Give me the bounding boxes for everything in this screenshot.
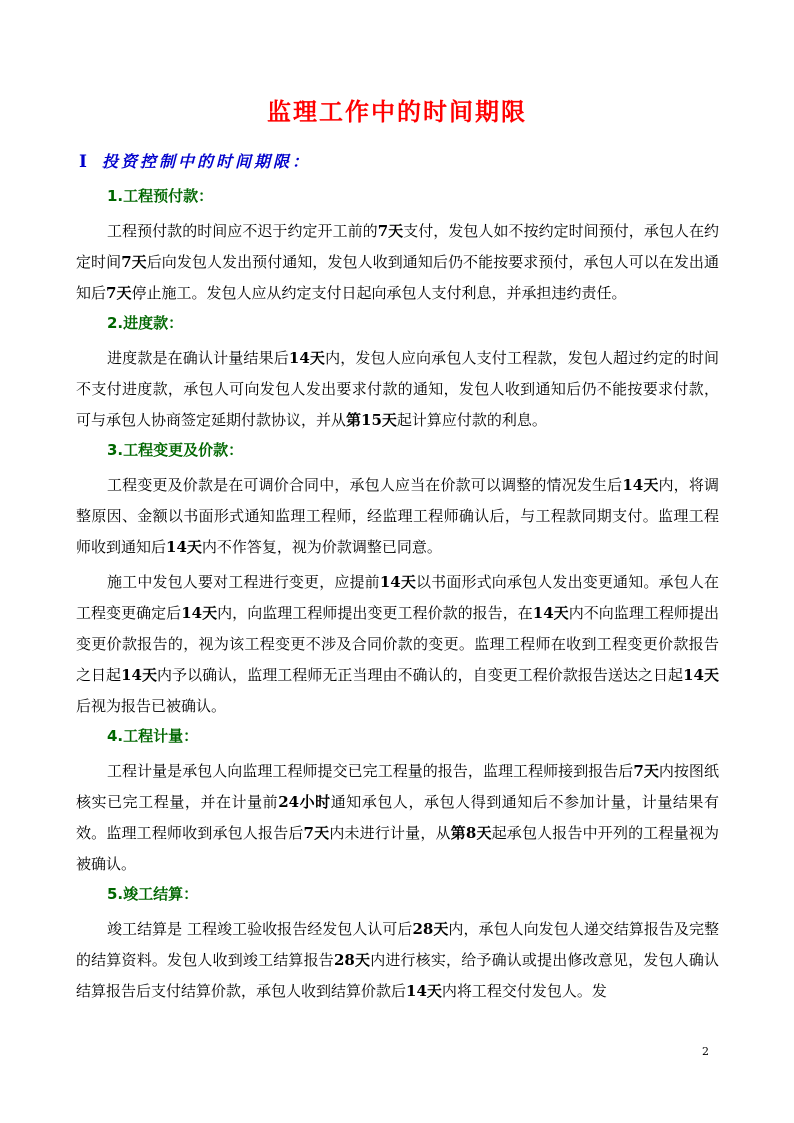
text-run: 后视为报告已被确认。 bbox=[76, 697, 227, 715]
section-number: Ⅰ bbox=[79, 152, 90, 172]
text-run: 内未进行计量，从 bbox=[329, 824, 451, 842]
body-paragraph bbox=[76, 914, 719, 1007]
text-run: 工程变更及价款是在可调价合同中，承包人应当在价款可以调整的情况发生后 bbox=[107, 476, 623, 494]
text-run: 起计算应付款的利息。 bbox=[396, 411, 547, 429]
document-body bbox=[76, 186, 719, 1011]
body-paragraph bbox=[76, 343, 719, 436]
body-paragraph bbox=[76, 470, 719, 563]
text-run: 施工中发包人要对工程进行变更，应提前 bbox=[107, 573, 380, 591]
time-limit-emphasis: 7天 bbox=[633, 762, 659, 780]
text-run: 工程计量是承包人向监理工程师提交已完工程量的报告，监理工程师接到报告后 bbox=[107, 762, 634, 780]
time-limit-emphasis: 14天 bbox=[379, 573, 417, 591]
time-limit-emphasis: 14天 bbox=[622, 476, 659, 494]
text-run: 内，将调整原因、金额以书面形式通知监理工程师，经监理工程师确认后，与工程款同期支付。监理工程师收到通知后 bbox=[76, 476, 719, 556]
text-run: 以书面形式向承包人发出变更通知。承包人在工程变更确定后 bbox=[76, 573, 719, 622]
body-paragraph bbox=[76, 216, 719, 309]
text-run: 内不向监理工程师提出变更价款报告的，视为该工程变更不涉及合同价款的变更。监理工程师在收到工程变更价款报告之日起 bbox=[76, 604, 719, 684]
time-limit-emphasis: 28天 bbox=[333, 951, 371, 969]
subsection-heading: 3.工程变更及价款： bbox=[107, 441, 244, 459]
text-run: 内予以确认，监理工程师无正当理由不确认的，自变更工程价款报告送达之日起 bbox=[157, 666, 684, 684]
text-run: 内，向监理工程师提出变更工程价款的报告，在 bbox=[217, 604, 533, 622]
subsection-heading: 1.工程预付款： bbox=[107, 187, 214, 205]
page-title: 监理工作中的时间期限 bbox=[267, 98, 527, 126]
text-run: 竣工结算是 工程竣工验收报告经发包人认可后 bbox=[107, 920, 413, 938]
text-run: 内，发包人应向承包人支付工程款，发包人超过约定的时间不支付进度款，承包人可向发包人发出要求付款的通知，发包人收到通知后仍不能按要求付款，可与承包人协商签定延期付款协议，并从 bbox=[76, 349, 719, 429]
subsection-heading: 4.工程计量： bbox=[107, 727, 199, 745]
text-run: 内，承包人向发包人递交结算报告及完整的结算资料。发包人收到竣工结算报告 bbox=[76, 920, 719, 969]
time-limit-emphasis: 第8天 bbox=[450, 824, 492, 842]
page-number: 2 bbox=[702, 1045, 709, 1058]
time-limit-emphasis: 24小时 bbox=[278, 793, 331, 811]
time-limit-emphasis: 14天 bbox=[181, 604, 218, 622]
time-limit-emphasis: 14天 bbox=[683, 666, 719, 684]
time-limit-emphasis: 14天 bbox=[288, 349, 326, 367]
section-heading bbox=[79, 149, 311, 172]
time-limit-emphasis: 7天 bbox=[377, 222, 404, 240]
section-label: 投资控制中的时间期限： bbox=[101, 152, 311, 171]
text-run: 进度款是在确认计量结果后 bbox=[107, 349, 289, 367]
time-limit-emphasis: 7天 bbox=[121, 253, 147, 271]
text-run: 支付，发包人如不按约定时间预付，承包人在约定时间 bbox=[76, 222, 719, 271]
body-paragraph bbox=[76, 756, 719, 880]
body-paragraph bbox=[76, 567, 719, 722]
subsection-heading: 2.进度款： bbox=[107, 314, 184, 332]
time-limit-emphasis: 28天 bbox=[412, 920, 449, 938]
time-limit-emphasis: 7天 bbox=[106, 284, 132, 302]
time-limit-emphasis: 第15天 bbox=[346, 411, 397, 429]
text-run: 工程预付款的时间应不迟于约定开工前的 bbox=[107, 222, 378, 240]
text-run: 停止施工。发包人应从约定支付日起向承包人支付利息，并承担违约责任。 bbox=[131, 284, 627, 302]
time-limit-emphasis: 7天 bbox=[303, 824, 330, 842]
time-limit-emphasis: 14天 bbox=[121, 666, 158, 684]
subsection-heading: 5.竣工结算： bbox=[107, 885, 199, 903]
text-run: 内按图纸核实已完工程量，并在计量前 bbox=[76, 762, 719, 811]
text-run: 内将工程交付发包人。发 bbox=[441, 982, 607, 1000]
time-limit-emphasis: 14天 bbox=[406, 982, 442, 1000]
text-run: 内不作答复，视为价款调整已同意。 bbox=[201, 538, 442, 556]
text-run: 通知承包人，承包人得到通知后不参加计量，计量结果有效。监理工程师收到承包人报告后 bbox=[76, 793, 719, 842]
time-limit-emphasis: 14天 bbox=[166, 538, 202, 556]
text-run: 内进行核实，给予确认或提出修改意见，发包人确认结算报告后支付结算价款，承包人收到结算价款后 bbox=[76, 951, 719, 1000]
text-run: 起承包人报告中开列的工程量视为被确认。 bbox=[76, 824, 719, 873]
text-run: 后向发包人发出预付通知，发包人收到通知后仍不能按要求预付，承包人可以在发出通知后 bbox=[76, 253, 719, 302]
time-limit-emphasis: 14天 bbox=[532, 604, 569, 622]
